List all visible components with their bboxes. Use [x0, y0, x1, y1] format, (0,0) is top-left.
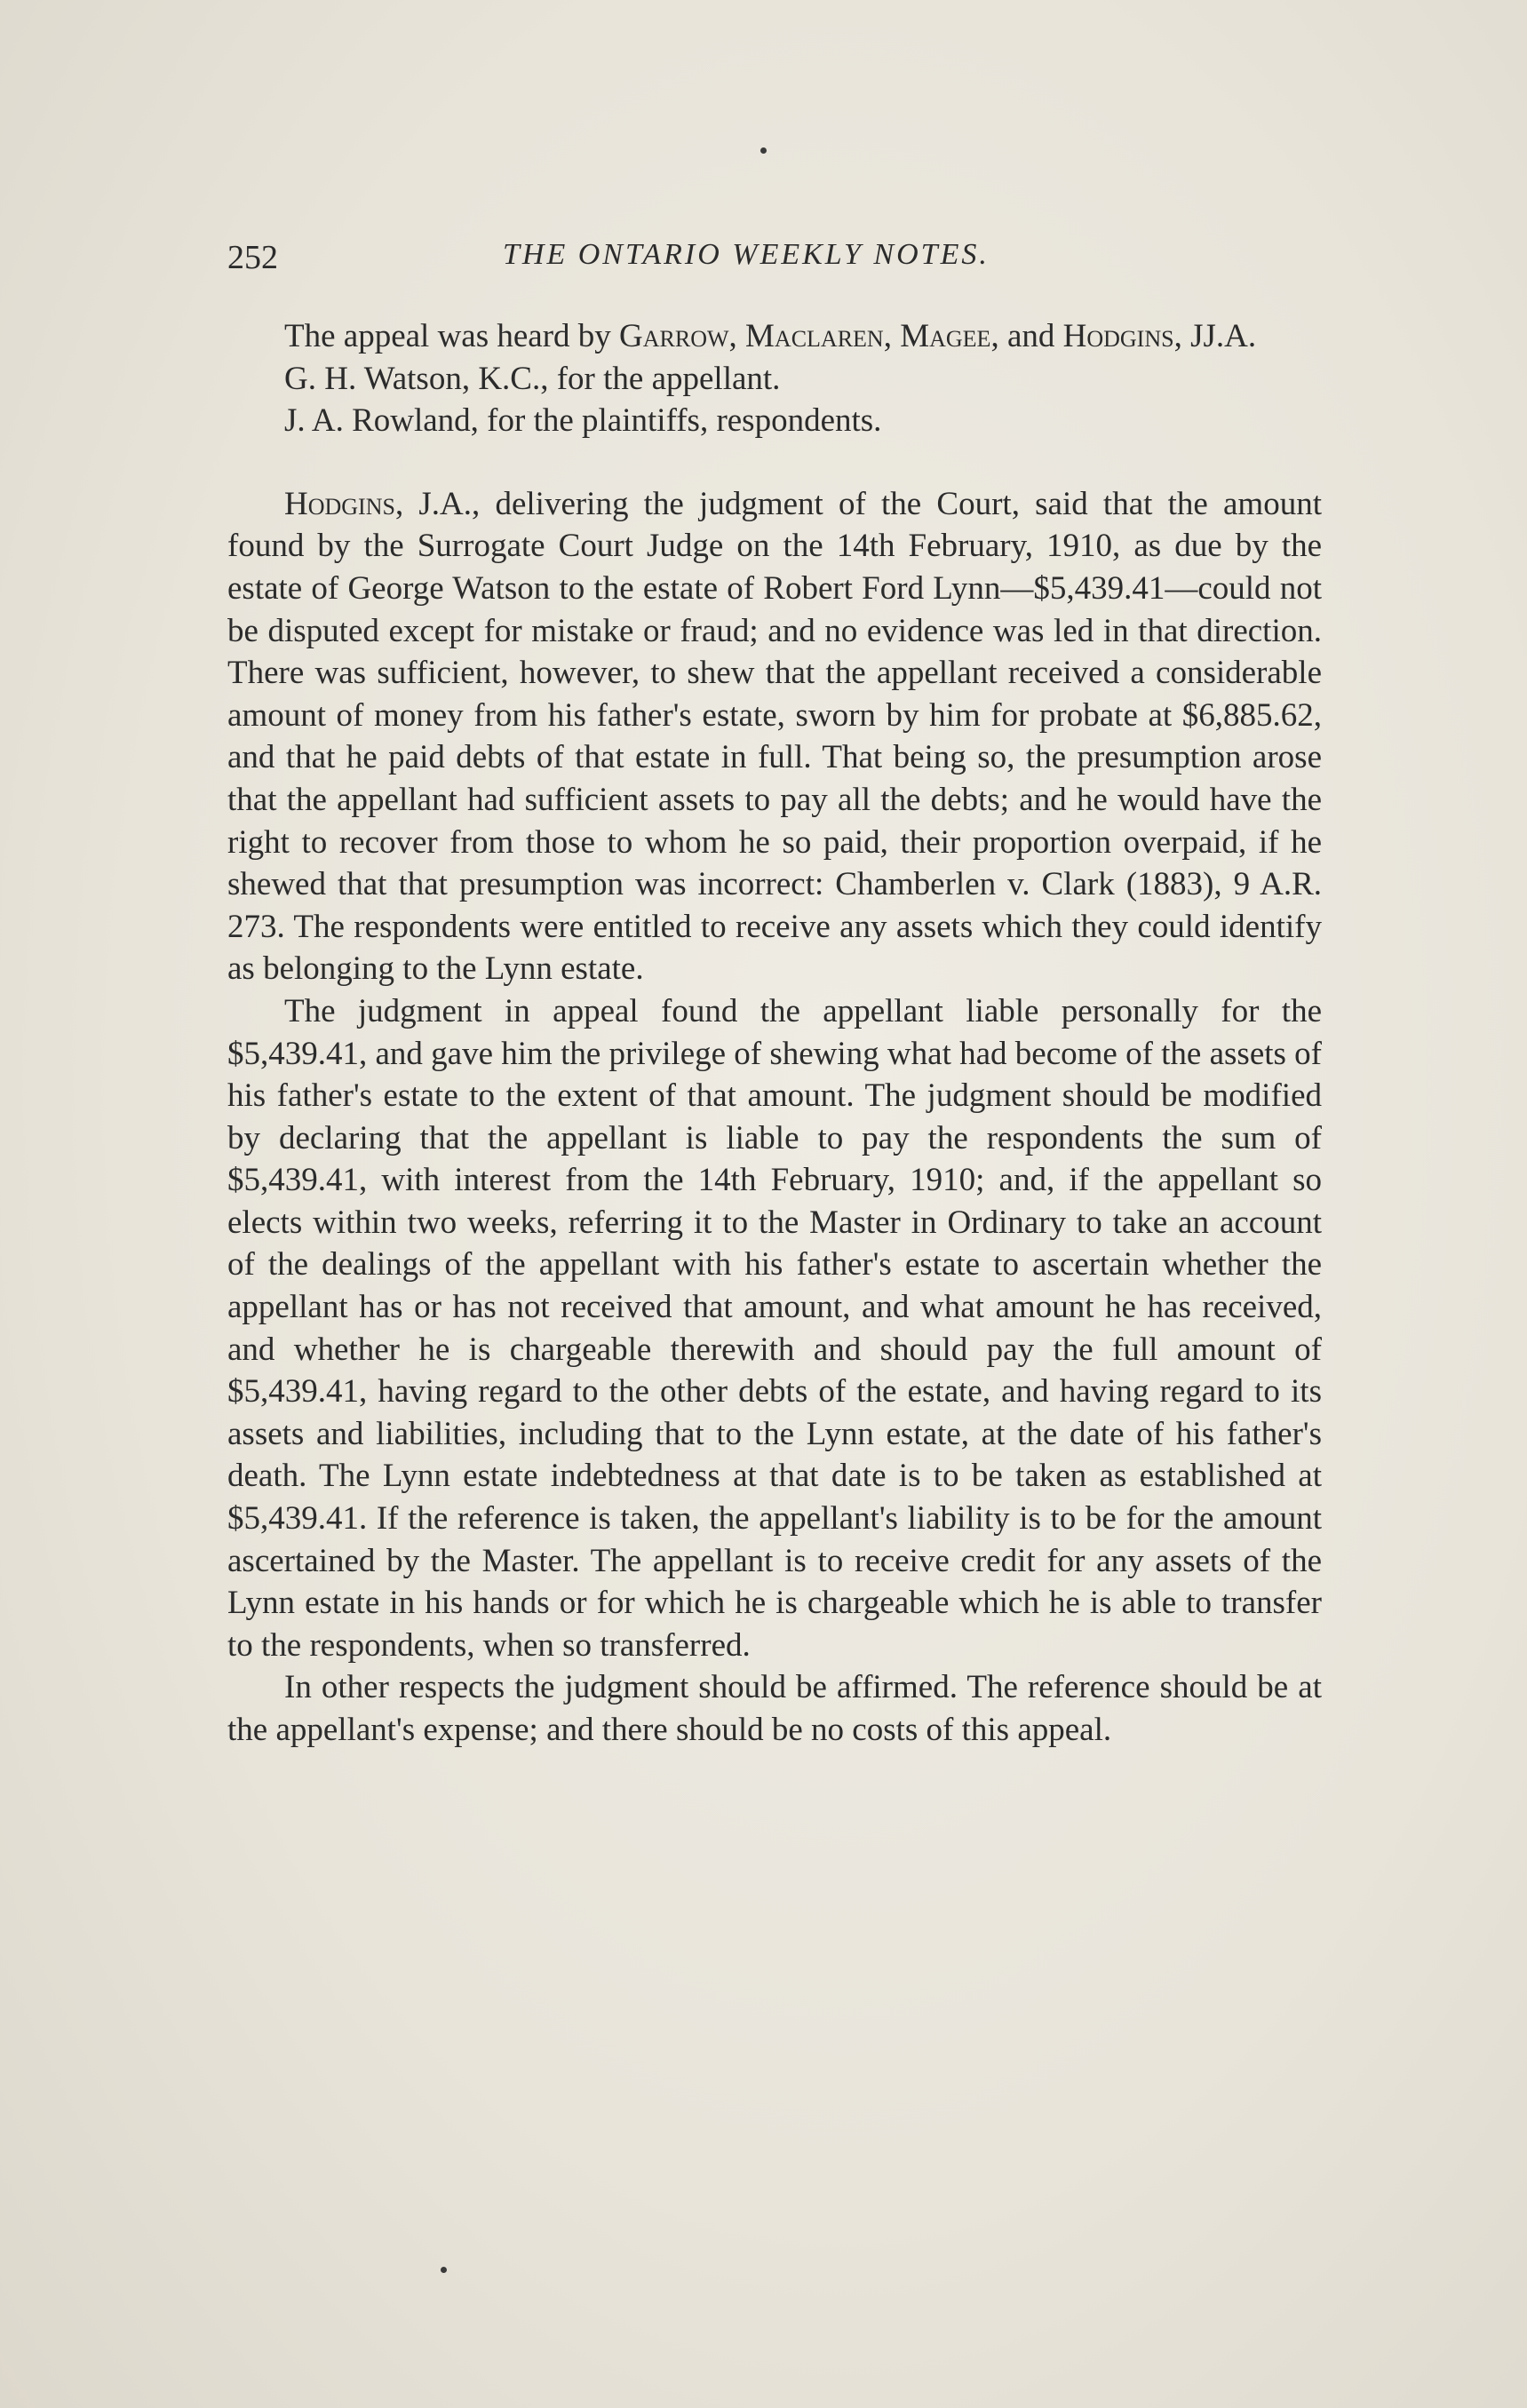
judgment-paragraph: In other respects the judgment should be affirmed. The reference should be at the appellant's expense; and there should be no costs of this appeal.	[227, 1669, 1322, 1748]
judgment-paragraph: Hodgins, J.A., delivering the judgment of the Court, said that the amount found by the Surrogate Court Judge on the 14th February, 1910, as due by the estate of George Watson to the estate of Robert Ford Lynn—$5,439.41—could not be disputed except for mistake or fraud; and no evidence was led in that direction. There was sufficient, however, to shew that the appellant received a considerable amount of money from his father's estate, sworn by him for probate at $6,885.62, and that he paid debts of that estate in full. That being so, the presumption arose that the appellant had sufficient assets to pay all the debts; and he would have the right to recover from those to whom he so paid, their proportion overpaid, if he shewed that that presumption was incorrect: Chamberlen v. Clark (1883), 9 A.R. 273. The respondents were entitled to receive any assets which they could identify as belonging to the Lynn estate.	[227, 485, 1322, 988]
page-header	[227, 238, 1329, 282]
judge-name: Garrow	[619, 318, 729, 354]
judge-name: Hodgins	[284, 485, 395, 522]
judgment-paragraph: The judgment in appeal found the appellant liable personally for the $5,439.41, and gave him the privilege of shewing what had become of the assets of his father's estate to the extent of that amount. The judgment should be modified by declaring that the appellant is liable to pay the respondents the sum of $5,439.41, with interest from the 14th February, 1910; and, if the appellant so elects within two weeks, referring it to the Master in Ordinary to take an account of the dealings of the appellant with his father's estate to ascertain whether the appellant has or has not received that amount, and what amount he has received, and whether he is chargeable therewith and should pay the full amount of $5,439.41, having regard to the other debts of the estate, and having regard to its assets and liabilities, including that to the Lynn estate, at the date of his father's death. The Lynn estate indebtedness at that date is to be taken as established at $5,439.41. If the reference is taken, the appellant's liability is to be for the amount ascertained by the Master. The appellant is to receive credit for any assets of the Lynn estate in his hands or for which he is chargeable which he is able to transfer to the respondents, when so transferred.	[227, 992, 1322, 1664]
counsel-respondents: J. A. Rowland, for the plaintiffs, respondents.	[284, 402, 882, 440]
section-gap	[227, 442, 1322, 483]
judge-name: Magee	[900, 318, 991, 354]
judge-name: Maclaren	[745, 318, 884, 354]
counsel-appellant: G. H. Watson, K.C., for the appellant.	[284, 360, 781, 397]
judge-name: Hodgins	[1062, 318, 1174, 354]
hearing-line: The appeal was heard by Garrow, Maclaren, Magee, and Hodgins, JJ.A.	[284, 318, 1257, 354]
page-body	[227, 315, 1322, 1752]
ink-speck	[441, 2267, 447, 2273]
running-title: THE ONTARIO WEEKLY NOTES.	[503, 238, 990, 271]
ink-speck	[760, 147, 767, 154]
page-number: 252	[227, 239, 278, 276]
